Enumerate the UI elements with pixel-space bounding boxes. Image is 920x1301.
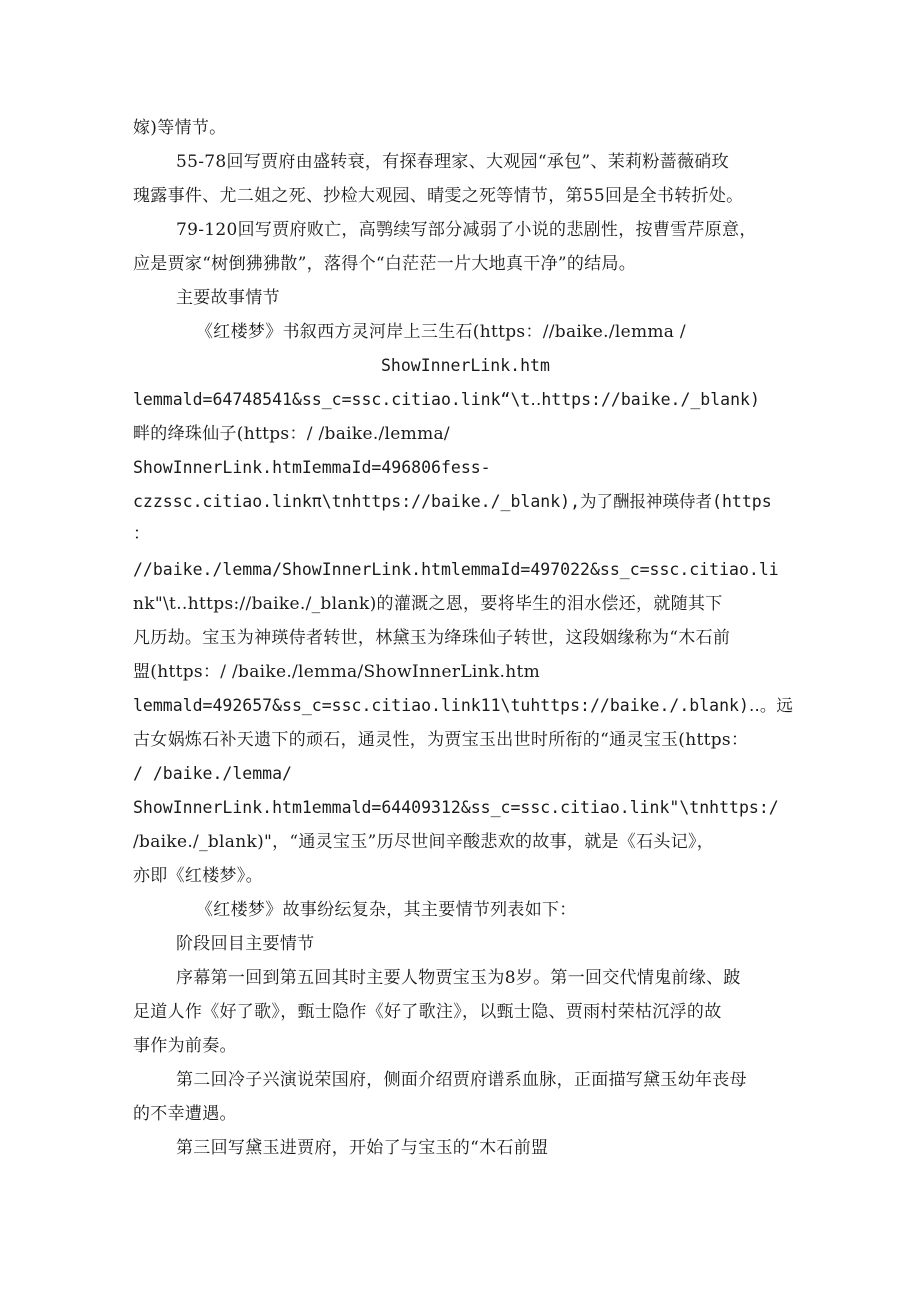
text-line: ShowInnerLink.htm (381, 356, 550, 375)
text-line: / /baike./lemma/ (133, 764, 292, 783)
text-line: 足道人作《好了歌》，甄士隐作《好了歌注》，以甄士隐、贾雨村荣枯沉浮的故 (133, 1002, 722, 1022)
text-line: czzssc.citiao.linkπ\tnhttps://baike./_blank),为了酬报神瑛侍者(https (133, 492, 772, 511)
text-line: 凡历劫。宝玉为神瑛侍者转世，林黛玉为绛珠仙子转世，这段姻缘称为“木石前 (133, 628, 731, 648)
text-line: 应是贾家“树倒狒狒散”，落得个“白茫茫一片大地真干净”的结局。 (133, 254, 637, 274)
text-line: 畔的绛珠仙子(https：/ /baike./lemma/ (133, 424, 450, 444)
text-line: 盟(https：/ /baike./lemma/ShowInnerLink.htm (133, 662, 541, 682)
text-line: 的不幸遭遇。 (133, 1104, 237, 1124)
text-line: 55-78回写贾府由盛转衰，有探春理家、大观园“承包”、茉莉粉蔷薇硝玫 (176, 152, 729, 172)
text-line: nk"\t‥https://baike./_blank)的灌溉之恩，要将毕生的泪水偿还，就随其下 (133, 594, 723, 614)
section-heading: 阶段回目主要情节 (176, 934, 315, 954)
text-line: lemmald=492657&ss_c=ssc.citiao.link11\tuhttps://baike./.blank)‥。远 (133, 696, 793, 715)
text-line: 79-120回写贾府败亡，高鹗续写部分减弱了小说的悲剧性，按曹雪芹原意， (176, 220, 757, 240)
text-line: /baike./_blank)"，“通灵宝玉”历尽世间辛酸悲欢的故事，就是《石头记》， (133, 832, 715, 852)
text-line: 《红楼梦》故事纷纭复杂，其主要情节列表如下： (196, 900, 577, 920)
text-line: 第三回写黛玉进贾府，开始了与宝玉的“木石前盟 (176, 1138, 549, 1158)
text-line: lemmald=64748541&ss_c=ssc.citiao.link“\t‥https://baike./_blank) (133, 390, 760, 409)
text-line: ： (133, 524, 151, 544)
text-line: 事作为前奏。 (133, 1036, 237, 1056)
text-line: 古女娲炼石补天遗下的顽石，通灵性，为贾宝玉出世时所衔的“通灵宝玉(https： (133, 730, 749, 750)
text-line: ShowInnerLink.htmIemmaId=496806fess- (133, 458, 491, 477)
text-line: 瑰露事件、尤二姐之死、抄检大观园、晴雯之死等情节，第55回是全书转折处。 (133, 186, 744, 206)
text-line: //baike./lemma/ShowInnerLink.htmlemmaId=497022&ss_c=ssc.citiao.li (133, 560, 779, 579)
text-line: 亦即《红楼梦》。 (133, 866, 263, 886)
text-line: 《红楼梦》书叙西方灵河岸上三生石(https：//baike./lemma / (196, 322, 686, 342)
text-line: 序幕第一回到第五回其时主要人物贾宝玉为8岁。第一回交代情鬼前缘、跛 (176, 968, 741, 988)
text-line: ShowInnerLink.htm1emmald=64409312&ss_c=ssc.citiao.link"\tnhttps:/ (133, 798, 779, 817)
text-line: 嫁)等情节。 (133, 118, 227, 138)
text-line: 第二回冷子兴演说荣国府，侧面介绍贾府谱系血脉，正面描写黛玉幼年丧母 (176, 1070, 747, 1090)
section-heading: 主要故事情节 (176, 288, 280, 308)
